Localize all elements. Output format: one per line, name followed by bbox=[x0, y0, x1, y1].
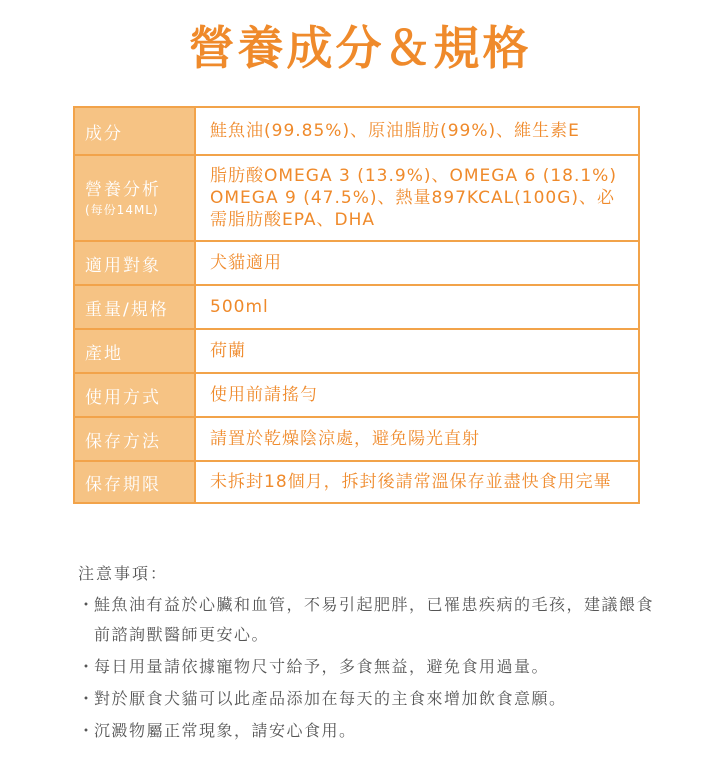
bullet-dot: ・ bbox=[78, 657, 96, 676]
list-item bbox=[78, 652, 658, 682]
row-label: 保存期限 bbox=[74, 461, 195, 503]
row-label bbox=[74, 155, 195, 241]
list-item bbox=[78, 590, 658, 650]
notes-section bbox=[78, 560, 658, 748]
row-value: 犬貓適用 bbox=[195, 241, 639, 285]
row-value bbox=[195, 155, 639, 241]
row-label: 使用方式 bbox=[74, 373, 195, 417]
row-label-sub: (每份14ML) bbox=[85, 203, 159, 217]
row-label: 適用對象 bbox=[74, 241, 195, 285]
row-label-main: 營養分析 bbox=[85, 180, 161, 200]
notes-list bbox=[78, 590, 658, 746]
row-value: 請置於乾燥陰涼處，避免陽光直射 bbox=[195, 417, 639, 461]
list-item-text: 對於厭食犬貓可以此產品添加在每天的主食來增加飲食意願。 bbox=[94, 689, 567, 708]
list-item bbox=[78, 684, 658, 714]
row-label: 保存方法 bbox=[74, 417, 195, 461]
bullet-dot: ・ bbox=[78, 595, 96, 614]
list-item bbox=[78, 716, 658, 746]
row-value-line: 脂肪酸OMEGA 3 (13.9%)、OMEGA 6 (18.1%) bbox=[210, 166, 617, 186]
table-row bbox=[74, 329, 639, 373]
list-item-text: 鮭魚油有益於心臟和血管，不易引起肥胖，已罹患疾病的毛孩，建議餵食前諮詢獸醫師更安心。 bbox=[94, 595, 655, 644]
table-row bbox=[74, 461, 639, 503]
table-row bbox=[74, 107, 639, 155]
notes-title: 注意事項： bbox=[78, 564, 169, 583]
list-item-text: 每日用量請依據寵物尺寸給予，多食無益，避免食用過量。 bbox=[94, 657, 550, 676]
bullet-dot: ・ bbox=[78, 721, 96, 740]
row-value: 使用前請搖勻 bbox=[195, 373, 639, 417]
row-value-line: OMEGA 9 (47.5%)、熱量897KCAL(100G)、必 bbox=[210, 188, 616, 208]
table-row bbox=[74, 241, 639, 285]
list-item-text: 沉澱物屬正常現象，請安心食用。 bbox=[94, 721, 357, 740]
row-value-line: 需脂肪酸EPA、DHA bbox=[210, 210, 376, 230]
table-row bbox=[74, 285, 639, 329]
row-label: 成分 bbox=[74, 107, 195, 155]
bullet-dot: ・ bbox=[78, 689, 96, 708]
table-row bbox=[74, 373, 639, 417]
row-value: 未拆封18個月，拆封後請常溫保存並盡快食用完畢 bbox=[195, 461, 639, 503]
row-value: 鮭魚油(99.85%)、原油脂肪(99%)、維生素E bbox=[195, 107, 639, 155]
page-title: 營養成分＆規格 bbox=[188, 21, 532, 75]
table-row bbox=[74, 417, 639, 461]
row-value: 500ml bbox=[195, 285, 639, 329]
spec-table bbox=[73, 106, 640, 504]
table-row bbox=[74, 155, 639, 241]
row-label: 產地 bbox=[74, 329, 195, 373]
row-label: 重量/規格 bbox=[74, 285, 195, 329]
row-value: 荷蘭 bbox=[195, 329, 639, 373]
